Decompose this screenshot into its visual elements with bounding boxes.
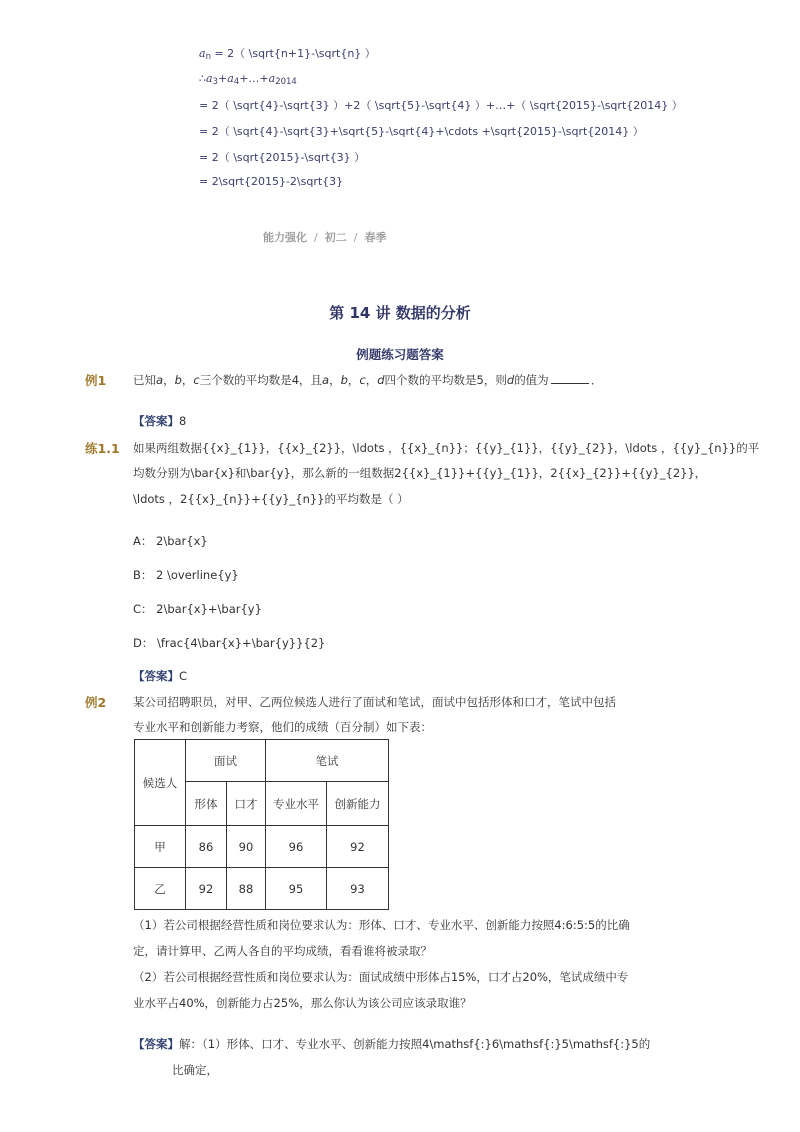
question-2-line-2: 业水平占40%，创新能力占25%，那么你认为该公司应该录取谁？: [133, 996, 472, 1010]
candidate-name: 甲: [135, 826, 186, 868]
derivation-line-6: = 2\sqrt{2015}-2\sqrt{3}: [199, 175, 344, 188]
example-1-answer: 【答案】8: [133, 414, 187, 428]
option-a: A： 2\bar{x}: [133, 534, 208, 548]
candidate-name: 乙: [135, 868, 186, 910]
option-b: B： 2 \overline{y}: [133, 568, 239, 582]
header-professional: 专业水平: [266, 782, 327, 826]
derivation-line-4: = 2（ \sqrt{4}-\sqrt{3}+\sqrt{5}-\sqrt{4}+\cdots +\sqrt{2015}-\sqrt{2014} ）: [199, 125, 644, 138]
derivation-line-3: = 2（ \sqrt{4}-\sqrt{3} ）+2（ \sqrt{5}-\sqrt{4} ）+…+（ \sqrt{2015}-\sqrt{2014} ）: [199, 99, 683, 112]
derivation-line-1: an = 2（ \sqrt{n+1}-\sqrt{n} ）: [199, 47, 376, 62]
score-cell: 96: [266, 826, 327, 868]
score-cell: 93: [327, 868, 389, 910]
option-d: D： \frac{4\bar{x}+\bar{y}}{2}: [133, 636, 326, 650]
exercise-1-1-line-1: 如果两组数据{{x}_{1}}，{{x}_{2}}，\ldots ，{{x}_{n}}；{{y}_{1}}，{{y}_{2}}，\ldots ，{{y}_{n}}的平: [133, 441, 760, 455]
exercise-1-1-line-3: \ldots ，2{{x}_{n}}+{{y}_{n}}的平均数是（ ）: [133, 492, 409, 506]
header-interview: 面试: [186, 740, 266, 782]
header-physique: 形体: [186, 782, 227, 826]
example-1-label: 例1: [85, 373, 107, 388]
question-2-line-1: （2）若公司根据经营性质和岗位要求认为：面试成绩中形体占15%，口才占20%，笔试成绩中专: [133, 970, 629, 984]
breadcrumb: 能力强化 / 初二 / 春季: [263, 231, 387, 244]
answer-blank: [551, 373, 589, 384]
score-cell: 95: [266, 868, 327, 910]
header-innovation: 创新能力: [327, 782, 389, 826]
example-1-question: 已知a，b，c三个数的平均数是4，且a，b，c，d四个数的平均数是5，则d的值为 ．: [133, 373, 603, 387]
example-2-answer-continued: 比确定，: [172, 1063, 218, 1077]
example-2-answer: 【答案】解：（1）形体、口才、专业水平、创新能力按照4\mathsf{:}6\mathsf{:}5\mathsf{:}5的: [133, 1037, 651, 1051]
section-title: 例题练习题答案: [356, 347, 444, 362]
score-cell: 90: [227, 826, 266, 868]
example-2-label: 例2: [85, 695, 107, 710]
exercise-1-1-answer: 【答案】C: [133, 669, 188, 683]
table-row: [135, 826, 389, 868]
score-cell: 86: [186, 826, 227, 868]
header-candidate: 候选人: [135, 740, 186, 826]
derivation-line-5: = 2（ \sqrt{2015}-\sqrt{3} ）: [199, 151, 366, 164]
example-2-line-2: 专业水平和创新能力考察，他们的成绩（百分制）如下表：: [133, 720, 432, 734]
option-c: C： 2\bar{x}+\bar{y}: [133, 602, 262, 616]
score-cell: 92: [186, 868, 227, 910]
score-cell: 92: [327, 826, 389, 868]
exercise-1-1-label: 练1.1: [85, 441, 120, 456]
header-written: 笔试: [266, 740, 389, 782]
lesson-title: 第 14 讲 数据的分析: [329, 304, 471, 322]
table-row: [135, 868, 389, 910]
question-1-line-1: （1）若公司根据经营性质和岗位要求认为：形体、口才、专业水平、创新能力按照4:6:5:5的比确: [133, 918, 630, 932]
score-cell: 88: [227, 868, 266, 910]
example-2-line-1: 某公司招聘职员，对甲、乙两位候选人进行了面试和笔试，面试中包括形体和口才，笔试中包括: [133, 695, 616, 709]
derivation-line-2: ∴a3+a4+…+a2014: [199, 72, 297, 87]
scores-table: [134, 739, 389, 910]
question-1-line-2: 定，请计算甲、乙两人各自的平均成绩，看看谁将被录取？: [133, 944, 432, 958]
header-eloquence: 口才: [227, 782, 266, 826]
exercise-1-1-line-2: 均数分别为\bar{x}和\bar{y}，那么新的一组数据2{{x}_{1}}+{{y}_{1}}，2{{x}_{2}}+{{y}_{2}}，: [133, 466, 707, 480]
